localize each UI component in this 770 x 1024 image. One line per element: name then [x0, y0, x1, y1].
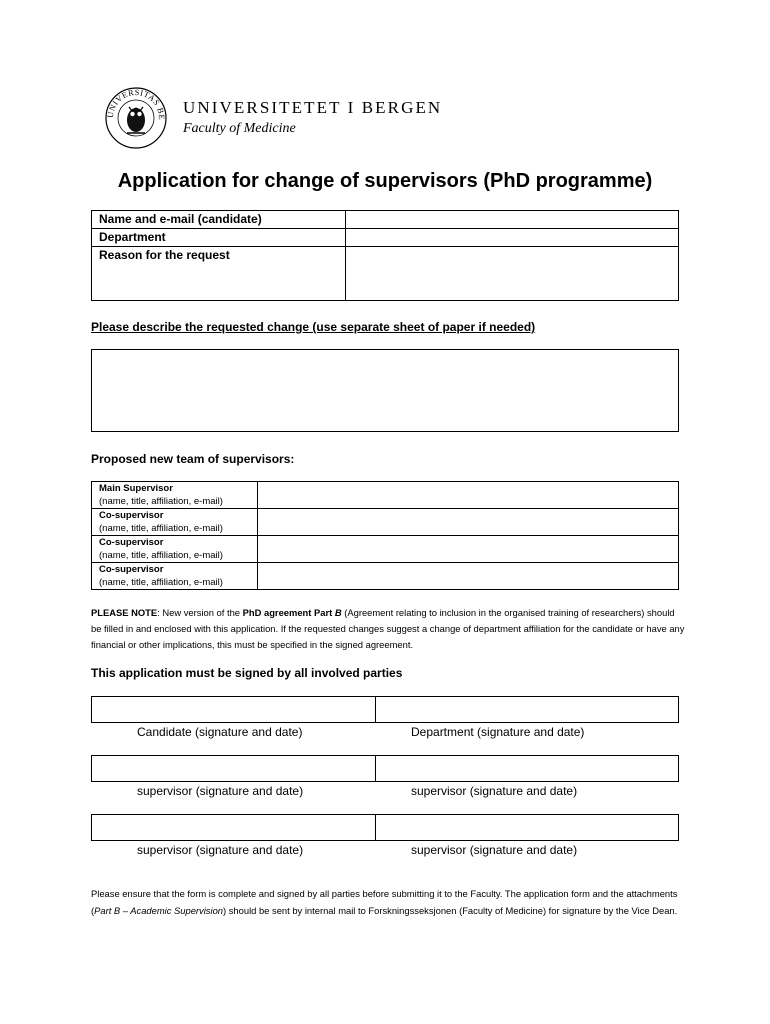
co-supervisor-label: [92, 563, 258, 590]
role-detail: (name, title, affiliation, e-mail): [99, 496, 223, 507]
note-text: : New version of the: [157, 607, 243, 618]
submission-instructions: [91, 886, 681, 919]
footer-text: ) should be sent by internal mail to Forskningsseksjonen (Faculty of Medicine) for signature by the Vice Dean.: [223, 904, 678, 916]
note-label: PLEASE NOTE: [91, 607, 158, 618]
role-label: Co-supervisor: [99, 510, 164, 521]
candidate-signature-caption: Candidate (signature and date): [137, 725, 303, 739]
supervisor-signature-field[interactable]: [91, 755, 376, 782]
role-label: Co-supervisor: [99, 537, 164, 548]
table-row: [92, 211, 679, 229]
university-logo: [101, 87, 171, 149]
supervisors-table: [91, 481, 679, 590]
supervisor-signature-field[interactable]: [91, 814, 376, 841]
candidate-signature-field[interactable]: [91, 696, 376, 723]
role-detail: (name, title, affiliation, e-mail): [99, 577, 223, 588]
faculty-name: Faculty of Medicine: [183, 121, 296, 136]
candidate-info-table: [91, 210, 679, 301]
supervisor-signature-caption: supervisor (signature and date): [411, 843, 578, 857]
note-bold-italic: B: [334, 607, 342, 618]
please-note-paragraph: [91, 605, 686, 653]
reason-label: Reason for the request: [92, 247, 346, 301]
page-title: Application for change of supervisors (PhD programme): [117, 170, 653, 192]
department-signature-field[interactable]: [375, 696, 679, 723]
footer-text: Please ensure that the form is complete and signed by all parties before submitting it to the Faculty. The application form and the attachments (: [91, 888, 678, 916]
department-field[interactable]: [346, 229, 679, 247]
co-supervisor-field[interactable]: [258, 536, 679, 563]
reason-field[interactable]: [346, 247, 679, 301]
supervisor-signature-field[interactable]: [375, 755, 679, 782]
table-row: [92, 247, 679, 301]
supervisor-signature-caption: supervisor (signature and date): [411, 784, 578, 798]
role-detail: (name, title, affiliation, e-mail): [99, 550, 223, 561]
table-row: [92, 536, 679, 563]
table-row: [92, 229, 679, 247]
co-supervisor-label: [92, 509, 258, 536]
supervisor-signature-field[interactable]: [375, 814, 679, 841]
supervisor-signature-caption: supervisor (signature and date): [137, 843, 304, 857]
name-email-field[interactable]: [346, 211, 679, 229]
describe-change-field[interactable]: [91, 349, 679, 432]
role-detail: (name, title, affiliation, e-mail): [99, 523, 223, 534]
co-supervisor-field[interactable]: [258, 563, 679, 590]
signatures-heading: This application must be signed by all involved parties: [91, 666, 403, 680]
university-name: UNIVERSITETET I BERGEN: [183, 98, 443, 117]
main-supervisor-label: [92, 482, 258, 509]
logo-ring-text: UNIVERSITAS BE: [105, 87, 167, 121]
footer-italic: Part B – Academic Supervision: [94, 904, 224, 916]
name-email-label: Name and e-mail (candidate): [92, 211, 346, 229]
role-label: Main Supervisor: [99, 483, 173, 494]
table-row: [92, 563, 679, 590]
note-text: (Agreement relating to inclusion in the organised training of researchers) should be filled in and enclosed with this application. If the requested changes suggest a change of department affiliation for the candidate or have any financial or other implications, this must be specified in the signed agreement.: [91, 607, 685, 650]
table-row: [92, 482, 679, 509]
department-label: Department: [92, 229, 346, 247]
note-bold: PhD agreement Part: [242, 607, 335, 618]
main-supervisor-field[interactable]: [258, 482, 679, 509]
role-label: Co-supervisor: [99, 564, 164, 575]
department-signature-caption: Department (signature and date): [411, 725, 585, 739]
supervisor-signature-caption: supervisor (signature and date): [137, 784, 304, 798]
co-supervisor-label: [92, 536, 258, 563]
co-supervisor-field[interactable]: [258, 509, 679, 536]
proposed-supervisors-heading: Proposed new team of supervisors:: [91, 452, 295, 466]
table-row: [92, 509, 679, 536]
describe-change-heading: Please describe the requested change (use separate sheet of paper if needed): [91, 320, 536, 334]
